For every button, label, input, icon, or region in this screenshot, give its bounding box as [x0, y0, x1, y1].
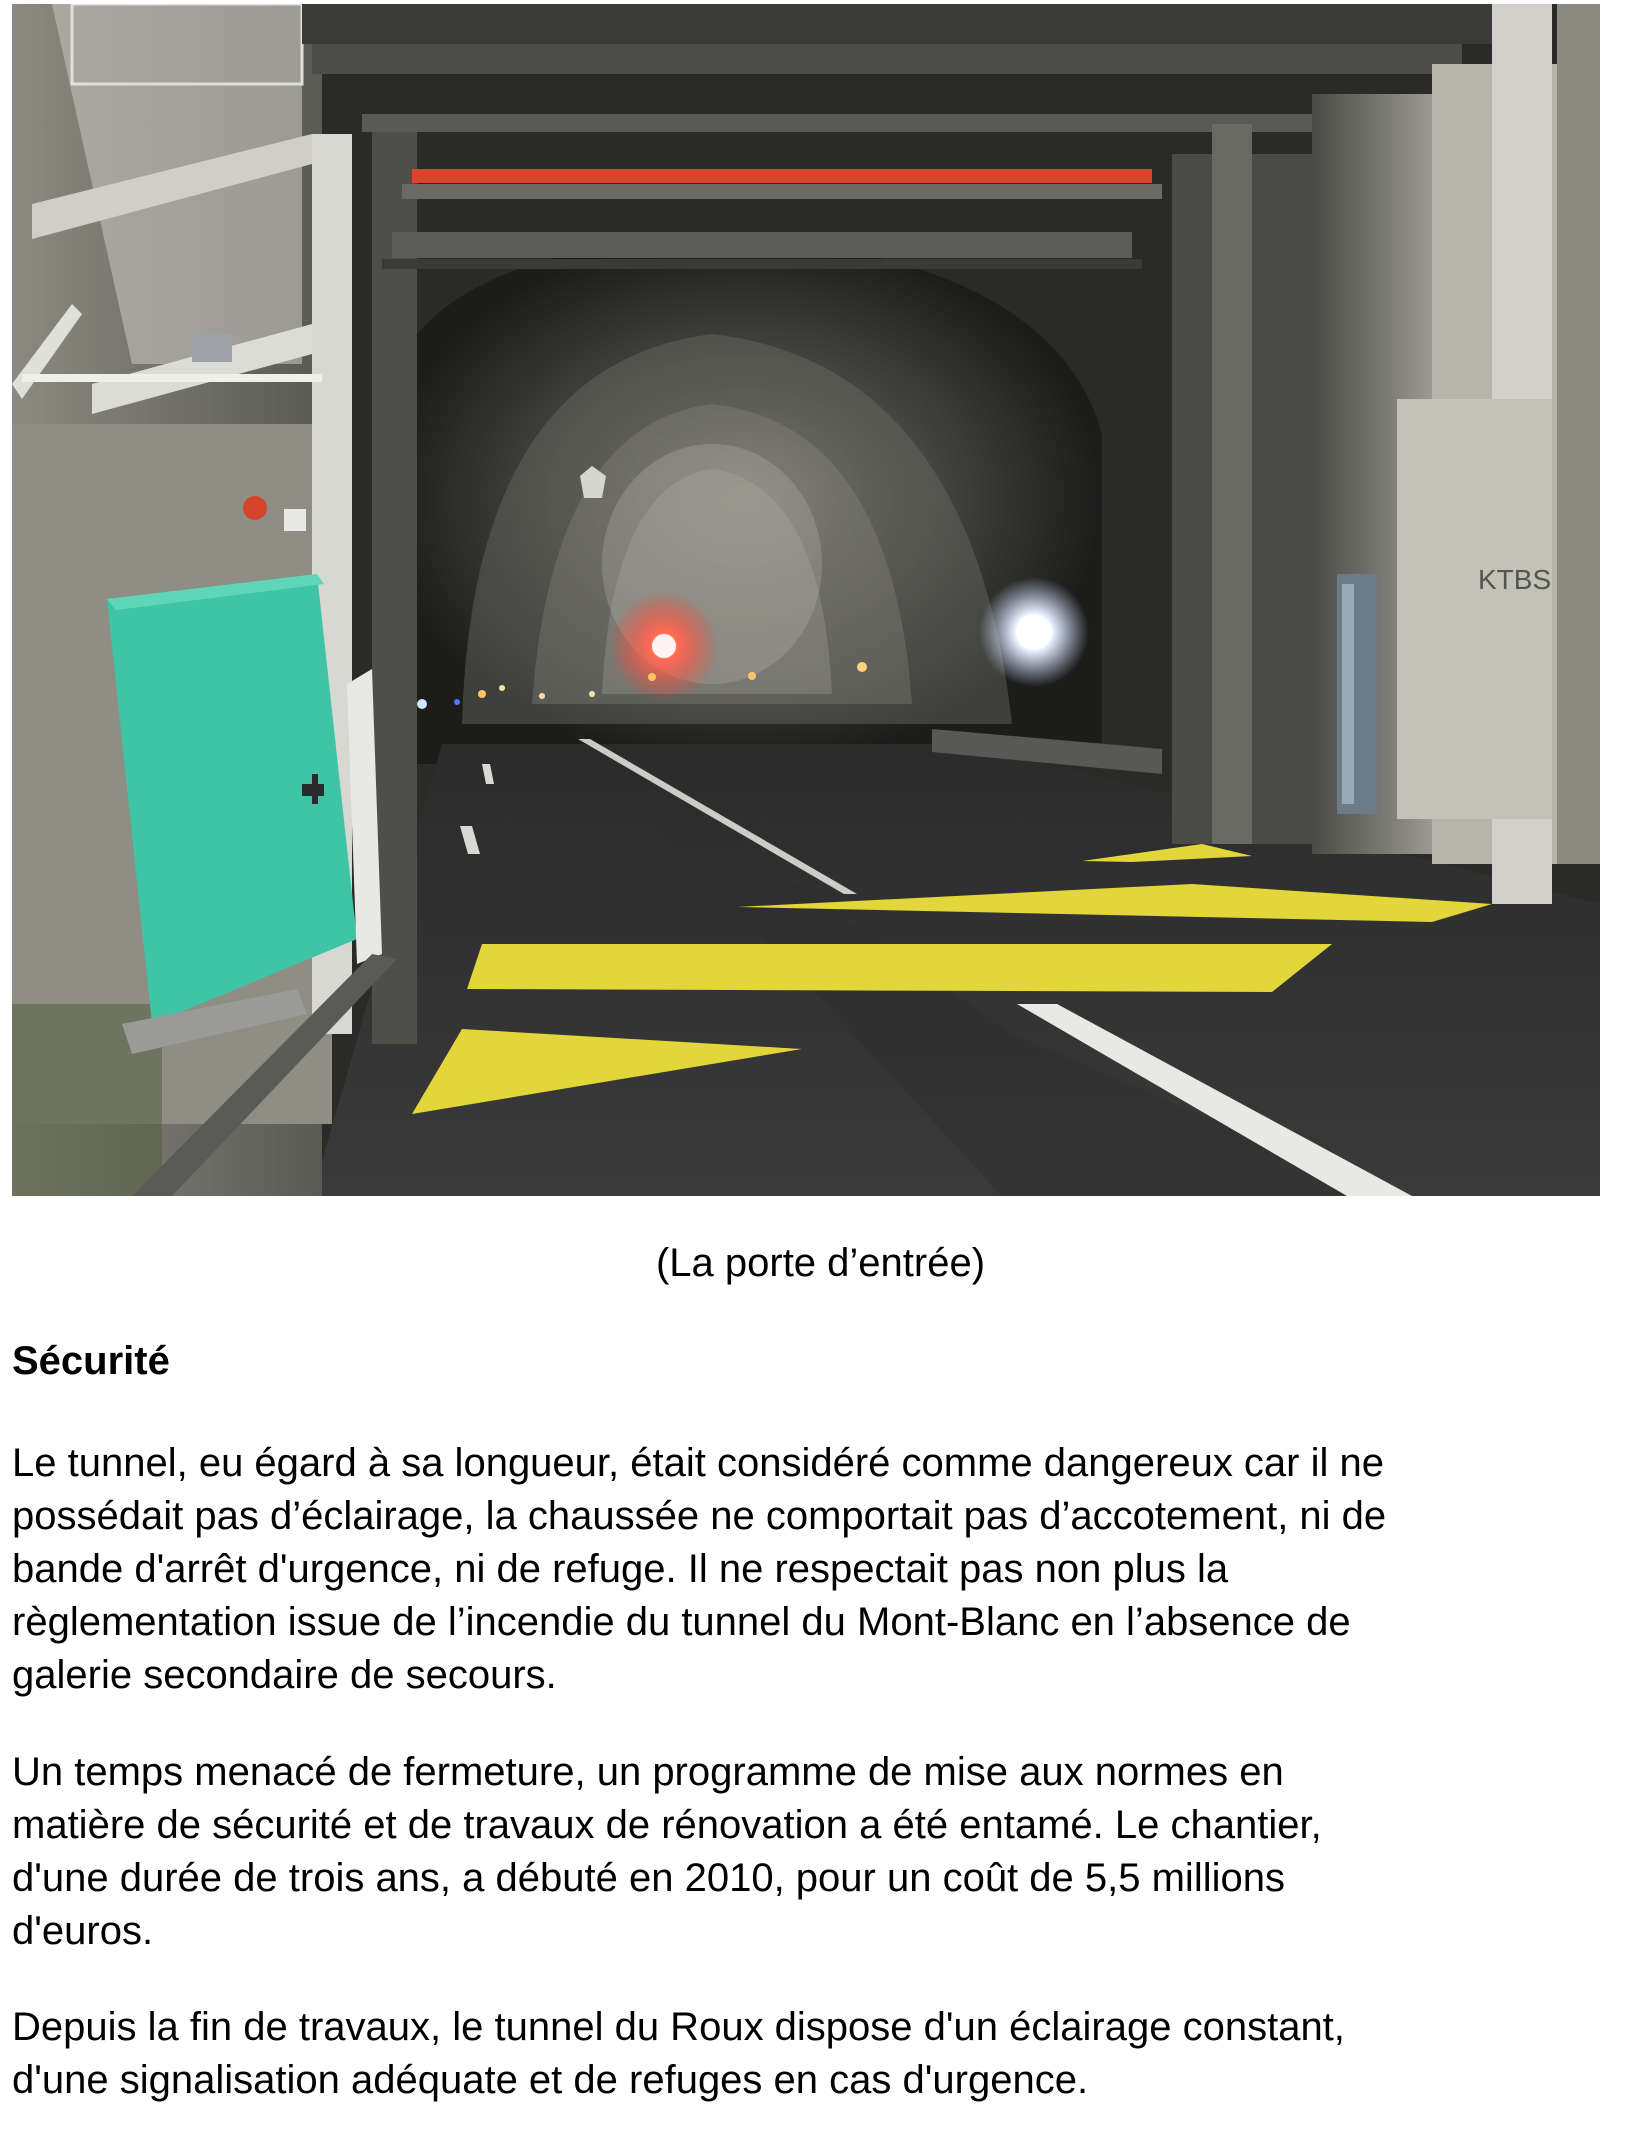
paragraph-line: Un temps menacé de fermeture, un programme de mise aux normes en — [12, 1750, 1284, 1794]
tunnel-entrance-photo — [12, 4, 1600, 1196]
figure-caption: (La porte d’entrée) — [655, 1241, 986, 1285]
right-wall — [1172, 4, 1600, 904]
tunnel-scene — [12, 4, 1600, 1196]
paragraph-line: Depuis la fin de travaux, le tunnel du Roux dispose d'un éclairage constant, — [12, 2005, 1345, 2049]
paragraph-3 — [12, 2001, 1632, 2107]
paragraph-line: d'une durée de trois ans, a débuté en 2010, pour un coût de 5,5 millions — [12, 1856, 1285, 1900]
graffiti-text: KTBS — [1478, 564, 1552, 595]
tunnel-arch — [382, 234, 1102, 764]
paragraph-line: bande d'arrêt d'urgence, ni de refuge. Il ne respectait pas non plus la — [12, 1547, 1229, 1591]
warning-strip — [412, 169, 1152, 183]
paragraph-line: Le tunnel, eu égard à sa longueur, était considéré comme dangereux car il ne — [12, 1441, 1384, 1485]
paragraph-line: d'une signalisation adéquate et de refuges en cas d'urgence. — [12, 2058, 1089, 2102]
paragraph-line: possédait pas d’éclairage, la chaussée ne comportait pas d’accotement, ni de — [12, 1494, 1387, 1538]
paragraph-line: matière de sécurité et de travaux de rénovation a été entamé. Le chantier, — [12, 1803, 1322, 1847]
paragraph-line: d'euros. — [12, 1909, 154, 1953]
paragraph-line: règlementation issue de l’incendie du tunnel du Mont-Blanc en l’absence de — [12, 1600, 1351, 1644]
paragraph-1 — [12, 1437, 1632, 1702]
section-heading: Sécurité — [12, 1339, 170, 1383]
paragraph-2 — [12, 1746, 1632, 1958]
paragraph-line: galerie secondaire de secours. — [12, 1653, 557, 1697]
